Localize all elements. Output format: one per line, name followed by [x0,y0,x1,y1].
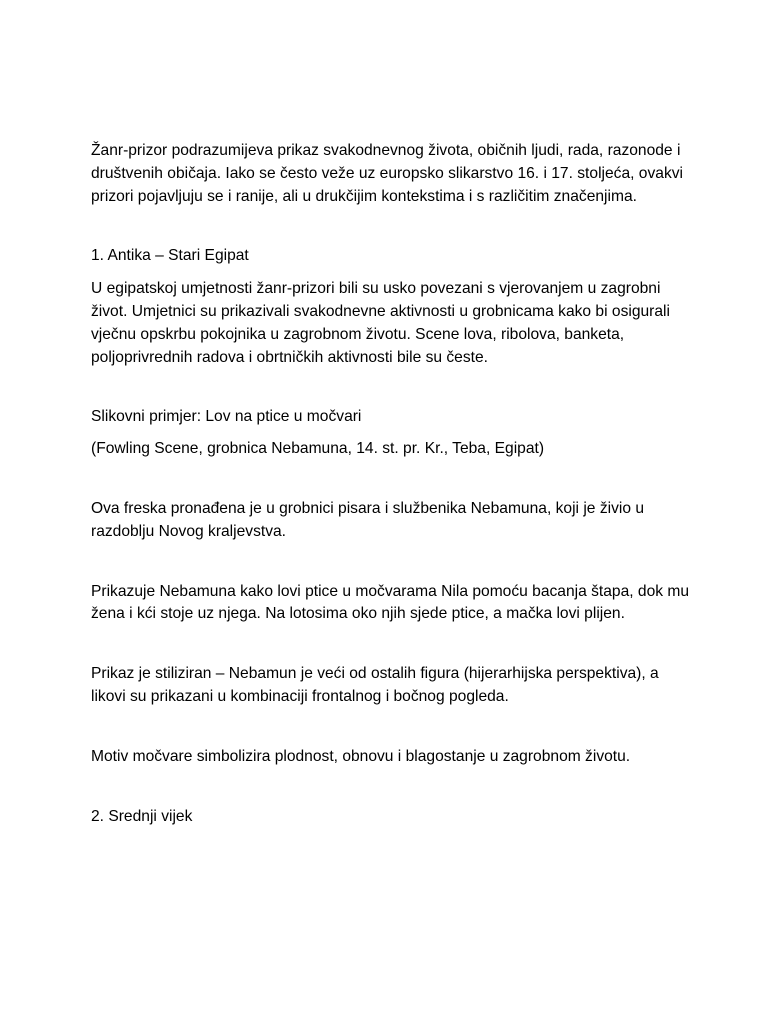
paragraph-fresco-depicts: Prikazuje Nebamuna kako lovi ptice u močvarama Nila pomoću bacanja štapa, dok mu žena i kći stoje uz njega. Na lotosima oko njih sjede ptice, a mačka lovi plijen. [91,582,690,623]
paragraph-marsh-motif: Motiv močvare simbolizira plodnost, obnovu i blagostanje u zagrobnom životu. [91,747,631,765]
example-title: Slikovni primjer: Lov na ptice u močvari [91,408,362,426]
document-page [91,140,691,828]
paragraph-stylized: Prikaz je stiliziran – Nebamun je veći od ostalih figura (hijerarhijska perspektiva), a likovi su prikazani u kombinaciji frontalnog i bočnog pogleda. [91,665,659,705]
example-caption: (Fowling Scene, grobnica Nebamuna, 14. st. pr. Kr., Teba, Egipat) [91,440,545,458]
section-heading-middle-ages: 2. Srednji vijek [91,807,193,825]
section-heading-antiquity: 1. Antika – Stari Egipat [91,247,249,265]
intro-paragraph: Žanr-prizor podrazumijeva prikaz svakodnevnog života, običnih ljudi, rada, razonode i društvenih običaja. Iako se često veže uz europsko slikarstvo 16. i 17. stoljeća, ovakvi prizori pojavljuju se i ranije, ali u drukčijim kontekstima i s različitim značenjima. [91,142,683,205]
section-body-egypt: U egipatskoj umjetnosti žanr-prizori bili su usko povezani s vjerovanjem u zagrobni život. Umjetnici su prikazivali svakodnevne aktivnosti u grobnicama kako bi osigurali vječnu opskrbu pokojnika u zagrobnom životu. Scene lova, ribolova, banketa, poljoprivrednih radova i obrtničkih aktivnosti bile su česte. [91,280,670,366]
paragraph-fresco-found: Ova freska pronađena je u grobnici pisara i službenika Nebamuna, koji je živio u razdoblju Novog kraljevstva. [91,499,645,540]
